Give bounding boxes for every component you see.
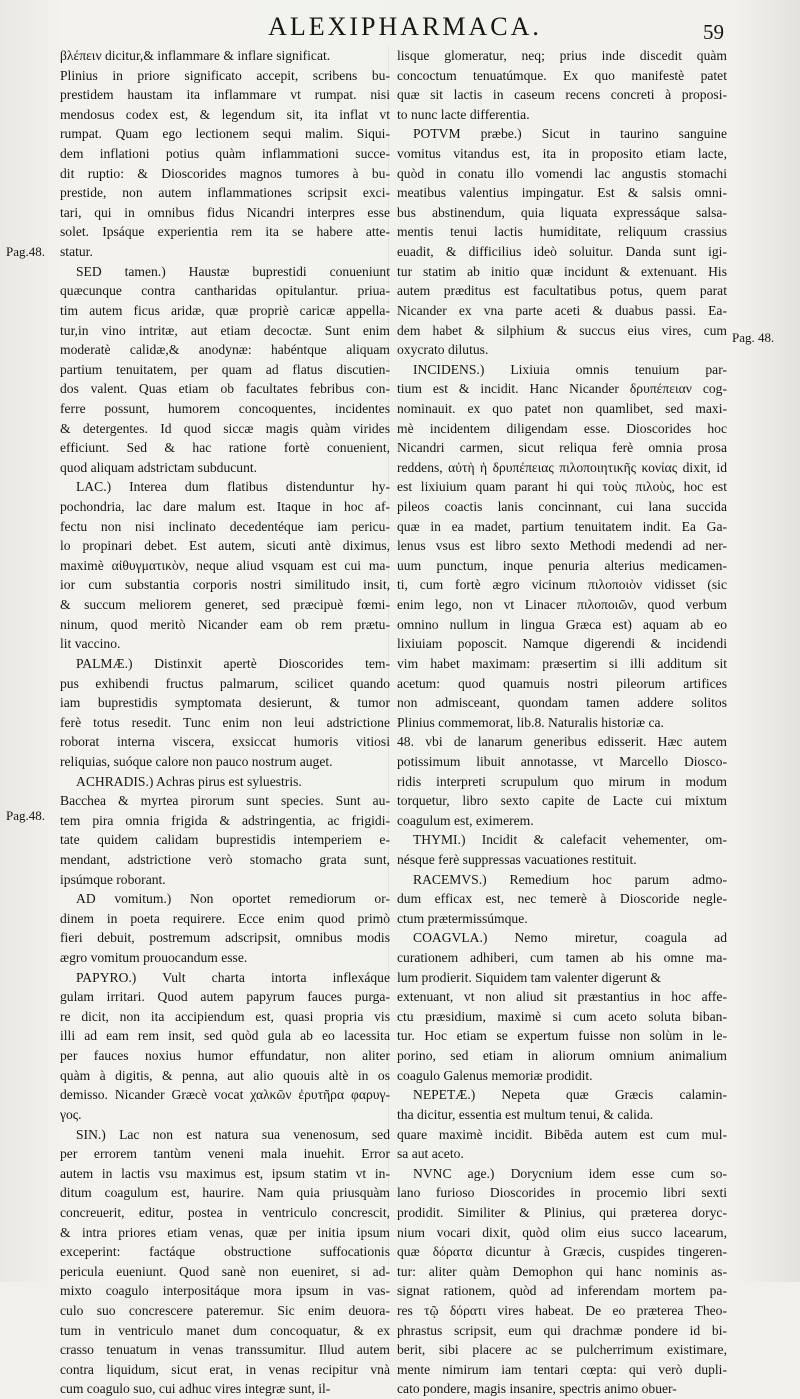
text-line: Nicandri carmen, sicut reliqua ferè omnia prosa bbox=[397, 440, 727, 456]
text-line: coagulum est, eximerem. bbox=[397, 812, 534, 828]
text-line: ctu præsidium, maximè si cum aceto soluta biban- bbox=[397, 1008, 727, 1024]
text-line: acetum: quod quamuis nostri pileorum artifices bbox=[397, 675, 727, 691]
text-line: quæcunque contra cantharidas opitulantur. priua- bbox=[60, 283, 390, 299]
text-line: mendant, adstrictione verò stomacho grata sunt, bbox=[60, 851, 390, 867]
text-line: omnino nullum in lingua Græca est) aquam ab eo bbox=[397, 616, 727, 632]
text-line: ninum, quod meritò Nicander eam ob rem prætu- bbox=[60, 616, 390, 632]
text-line: tate quidem calidam buprestidis intemperiem e- bbox=[60, 832, 390, 848]
text-line: prestidem haustam ita inflammare vt rumpat. nisi bbox=[60, 87, 390, 103]
text-line: torquetur, libro sexto capite de Lacte cui mixtum bbox=[397, 793, 727, 809]
text-line: enim lego, non vt Linacer πιλοποιῶν, quod verbum bbox=[397, 597, 727, 613]
text-line: tari, qui in omnibus fidus Nicandri interpres esse bbox=[60, 204, 390, 220]
text-line: COAGVLA.) Nemo miretur, coagula ad bbox=[413, 930, 727, 946]
text-line: mentis tenui lactis humiditate, reliquum crassius bbox=[397, 224, 727, 240]
text-line: lixiuiam poposcit. Namque digerendi & incidendi bbox=[397, 636, 727, 652]
text-line: PALMÆ.) Distinxit apertè Dioscorides tem- bbox=[76, 655, 390, 671]
text-line: tur statim ab initio quæ incidunt & extenuant. His bbox=[397, 263, 727, 279]
text-line: mente nimirum iam tentari cœpta: qui verò dupli- bbox=[397, 1361, 727, 1377]
text-line: RACEMVS.) Remedium hoc parum admo- bbox=[413, 871, 727, 887]
text-line: autem in lactis vsu maximus est, ipsum statim vt in- bbox=[60, 1165, 390, 1181]
text-line: & succum meliorem generet, sed præcipuè fœmi- bbox=[60, 597, 390, 613]
text-line: tur,in vino intritæ, aut etiam decoctæ. Sunt enim bbox=[60, 322, 390, 338]
text-line: rumpat. Quam ego lectionem sequi malim. Siqui- bbox=[60, 126, 390, 142]
text-line: lit vaccino. bbox=[60, 636, 121, 652]
text-line: PAPYRO.) Vult charta intorta inflexáque bbox=[76, 969, 390, 985]
text-line: NEPETÆ.) Nepeta quæ Græcis calamin- bbox=[413, 1087, 727, 1103]
text-line: pochondria, lac dare malum est. Itaque in hoc af- bbox=[60, 499, 390, 515]
text-line: autem præditus est facultatibus potus, quem parat bbox=[397, 283, 727, 299]
text-line: pericula eueniunt. Quod sanè non eueniret, si ad- bbox=[60, 1263, 390, 1279]
text-line: Nicander ex vna parte aceti & duabus passi. Ea- bbox=[397, 302, 727, 318]
text-line: roborat interna viscera, exsiccat humoris vitiosi bbox=[60, 734, 390, 750]
text-line: tur. Hoc etiam se expertum fuisse non solùm in le- bbox=[397, 1028, 727, 1044]
text-line: nium vocari dixit, quòd olim eius succo lacearum, bbox=[397, 1224, 727, 1240]
text-line: ferè totus resedit. Tunc enim non leui adstrictione bbox=[60, 714, 390, 730]
text-line: ior cum substantia corporis nostri similitudo insit, bbox=[60, 577, 390, 593]
text-line: dem inflationi potius quàm inflammationi succe- bbox=[60, 146, 390, 162]
text-line: porino, sed etiam in aliorum omnium animalium bbox=[397, 1048, 727, 1064]
text-line: & intra priores etiam venas, quæ per initia ipsum bbox=[60, 1224, 390, 1240]
text-line: tha dicitur, essentia est multum tenui, & calida. bbox=[397, 1106, 654, 1122]
text-line: meatibus valentius impingatur. Est & salsis omni- bbox=[397, 185, 727, 201]
text-line: contra liquidum, sicut erat, in venas recipitur vnà bbox=[60, 1361, 390, 1377]
text-line: partium tenuitatem, per quam ad flatus discutien- bbox=[60, 361, 390, 377]
text-line: uum punctum, inque penuria alterius medicamen- bbox=[397, 557, 727, 573]
text-line: cato pondere, magis insanire, spectris animo obuer- bbox=[397, 1381, 677, 1397]
text-line: moderatè calidæ,& anodynæ: habéntque aliquam bbox=[60, 342, 390, 358]
text-line: AD vomitum.) Non oportet remediorum or- bbox=[76, 891, 390, 907]
left-text-column bbox=[60, 46, 390, 1399]
text-line: nominauit. ex quo patet non quamlibet, sed maxi- bbox=[397, 400, 727, 416]
text-line: maximè αἰθυγματικὸν, neque aliud vsquam est cui ma- bbox=[60, 557, 390, 573]
text-line: ti, cum fortè ægro vicinum πιλοποιὸν vidisset (sic bbox=[397, 577, 727, 593]
text-line: solet. Ipsáque experientia rem ita se habere atte- bbox=[60, 224, 390, 240]
text-line: fectu non nisi inclinato decedentéque iam pericu- bbox=[60, 518, 390, 534]
text-line: oxycrato dilutus. bbox=[397, 342, 489, 358]
text-line: mixto coagulo interpositáque mora ipsum in vas- bbox=[60, 1283, 390, 1299]
text-line: dit ruptio: & Dioscorides magnos tumores à bu- bbox=[60, 165, 390, 181]
running-head: ALEXIPHARMACA. bbox=[268, 12, 542, 41]
text-line: mendosus codex est, & legendum sit, ita inflat vt bbox=[60, 106, 390, 122]
text-line: concoctum tenuatúmque. Ex quo manifestè patet bbox=[397, 67, 727, 83]
text-line: ditum coagulum est, haurire. Nam quia priusquàm bbox=[60, 1185, 390, 1201]
text-line: mè incidentem diligendam esse. Dioscorides hoc bbox=[397, 420, 727, 436]
text-line: extenuant, vt non aliud sit præstantius in hoc affe- bbox=[397, 989, 727, 1005]
text-line: est lixiuium quam parant hi qui τοὺς πιλοὺς, hoc est bbox=[397, 479, 727, 495]
text-line: SED tamen.) Haustæ buprestidi conueniunt bbox=[76, 263, 390, 279]
text-line: culo suo concrescere pateremur. Sic enim deuora- bbox=[60, 1303, 390, 1318]
text-line: bus abstinendum, quia liquata expressáque salsa- bbox=[397, 204, 727, 220]
text-line: tem pira omnia frigida & adstringentia, ac frigidi- bbox=[60, 812, 390, 828]
text-line: cum coagulo suo, cui adhuc vires integræ sunt, il- bbox=[60, 1381, 331, 1397]
text-line: per errorem tantùm veneni mala inuehit. Error bbox=[60, 1146, 390, 1162]
text-line: euadit, & difficilius ideò soluitur. Danda sunt igi- bbox=[397, 244, 727, 260]
text-line: to nunc lacte differentia. bbox=[397, 106, 530, 122]
margin-note: Pag. 48. bbox=[732, 330, 775, 345]
text-line: signat rationem, quòd ad inferendam mortem pa- bbox=[397, 1283, 727, 1299]
text-line: lano furioso Dioscorides in procemio libri sexti bbox=[397, 1185, 727, 1201]
text-line: tium est & incidit. Hanc Nicander δρυπέπειαν cog- bbox=[397, 381, 727, 397]
text-line: lo propinari debet. Est autem, sicuti antè diximus, bbox=[60, 538, 390, 554]
text-line: exceperint: factáque obstructione suffocationis bbox=[60, 1244, 390, 1260]
text-line: tum in ventriculo manet dum concoquatur, & ex bbox=[60, 1322, 390, 1338]
text-line: Plinius commemorat, lib.8. Naturalis historiæ ca. bbox=[397, 714, 664, 730]
text-line: lisque glomeratur, neq; prius inde discedit quàm bbox=[397, 48, 727, 63]
text-line: concreuerit, editur, postea in ventriculo concrescit, bbox=[60, 1204, 390, 1220]
text-line: crasso tenuatum in venas transsumitur. Illud autem bbox=[60, 1342, 390, 1358]
text-line: ctum prætermissúmque. bbox=[397, 910, 528, 926]
text-line: quòd in conatu illo vomendi lac angustis stomachi bbox=[397, 165, 727, 181]
text-line: POTVM præbe.) Sicut in taurino sanguine bbox=[413, 126, 727, 142]
text-line: INCIDENS.) Lixiuia omnis tenuium par- bbox=[413, 361, 727, 377]
text-line: dum efficax est, nec temerè à Dioscoride negle- bbox=[397, 891, 727, 907]
text-line: non admisceant, quondam tamen addere solitos bbox=[397, 695, 727, 711]
right-text-column bbox=[397, 46, 727, 1399]
text-line: curationem adhiberi, cum tamen ab his omne ma- bbox=[397, 950, 727, 966]
text-line: THYMI.) Incidit & calefacit vehementer, om- bbox=[413, 832, 727, 848]
text-line: quàm à digitis, & penna, aut alio quouis altè in os bbox=[60, 1067, 390, 1083]
text-line: ipsúmque roborant. bbox=[60, 871, 166, 887]
text-line: ægro vomitum prouocandum esse. bbox=[60, 950, 248, 966]
text-line: re dicit, non ita accipiendum est, quasi propria vis bbox=[60, 1008, 390, 1024]
text-line: prodidit. Similiter & Plinius, qui præterea doryc- bbox=[397, 1204, 727, 1220]
text-line: sa aut aceto. bbox=[397, 1146, 464, 1162]
text-line: lenus vsus est libro sexto Methodi medendi ad ner- bbox=[397, 538, 727, 554]
text-line: quæ in ea madet, partium tenuitatem indit. Ea Ga- bbox=[397, 518, 727, 534]
text-line: lum prodierit. Siquidem tam valenter digerunt & bbox=[397, 969, 661, 985]
text-line: dos valent. Quas etiam ob facultates febribus con- bbox=[60, 381, 390, 397]
text-line: βλέπειν dicitur,& inflammare & inflare significat. bbox=[60, 48, 331, 63]
text-line: illi ad eam rem insit, sed quòd gula ab eo lacessita bbox=[60, 1028, 390, 1044]
text-line: ferre possunt, humorem concoquentes, incidentes bbox=[60, 400, 390, 416]
page-number: 59 bbox=[703, 20, 724, 44]
text-line: NVNC age.) Dorycnium idem esse cum so- bbox=[413, 1165, 727, 1181]
text-line: fieri debuit, postremum adscripsit, omnibus modis bbox=[60, 930, 390, 946]
text-line: LAC.) Interea dum flatibus distenduntur hy- bbox=[76, 479, 390, 495]
text-line: dinem in poeta requirere. Ecce enim quod primò bbox=[60, 910, 390, 926]
text-line: pileos coactis lanis concinnant, cui lana succida bbox=[397, 499, 727, 515]
text-line: berit, sibi placere ac se pulcherrimum existimare, bbox=[397, 1342, 727, 1358]
text-line: pus exhibendi fructus palmarum, scilicet quando bbox=[60, 675, 390, 691]
text-line: quæ δόρατα dicuntur à Græcis, cuspides tingeren- bbox=[397, 1244, 727, 1260]
text-line: 48. vbi de lanarum generibus edisserit. Hæc autem bbox=[397, 734, 727, 750]
text-line: potissimum libuit annotasse, vt Marcello Diosco- bbox=[397, 753, 727, 769]
text-line: iam buprestidis symptomata desierunt, & tumor bbox=[60, 695, 390, 711]
text-line: γος. bbox=[60, 1106, 82, 1122]
text-line: dem habet & silphium & succus eius vires, cum bbox=[397, 322, 727, 338]
text-line: phrastus scripsit, eum qui drachmæ pondere id bi- bbox=[397, 1322, 727, 1338]
text-line: reliquias, suóque calore non pauco nostrum auget. bbox=[60, 753, 333, 769]
text-line: coagulo Galenus memoriæ prodidit. bbox=[397, 1067, 593, 1083]
text-line: res τῷ δόρατι vires habeat. De eo præterea Theo- bbox=[397, 1303, 727, 1318]
text-line: quod aliquam adstrictam subducunt. bbox=[60, 459, 258, 475]
text-line: efficiunt. Sed & hac ratione fortè conuenient, bbox=[60, 440, 390, 456]
text-line: demisso. Nicander Græcè vocat χαλκῶν ἐρυτῆρα φαρυγ- bbox=[60, 1087, 390, 1103]
text-line: & detergentes. Id quod siccæ magis quàm virides bbox=[60, 420, 390, 436]
margin-note: Pag.48. bbox=[6, 808, 45, 823]
text-line: ridis interpreti scrupulum quo mirum in modum bbox=[397, 773, 727, 789]
text-line: SIN.) Lac non est natura sua venenosum, sed bbox=[76, 1126, 390, 1142]
text-line: quare maximè incidit. Bibēda autem est cum mul- bbox=[397, 1126, 727, 1142]
text-line: vim habet maximam: præsertim si illi additum sit bbox=[397, 655, 727, 671]
margin-note: Pag.48. bbox=[6, 244, 45, 259]
text-line: ACHRADIS.) Achras pirus est syluestris. bbox=[76, 773, 302, 789]
text-line: prestide, non autem inflammationes scripsit exci- bbox=[60, 185, 390, 201]
text-line: Plinius in priore significato accepit, scribens bu- bbox=[60, 67, 390, 83]
text-line: gulam irritari. Quod autem papyrum fauces purga- bbox=[60, 989, 390, 1005]
text-line: per fauces noxius humor effundatur, non aliter bbox=[60, 1048, 390, 1064]
text-line: tim autem ficus aridæ, quæ propriè caricæ appella- bbox=[60, 302, 390, 318]
text-line: reddens, αὐτὴ ἡ δρυπέπειας πιλοποιητικῆς κονίας dixit, id bbox=[397, 459, 727, 475]
text-line: tur: aliter quàm Demophon qui hanc nominis as- bbox=[397, 1263, 727, 1279]
text-line: statur. bbox=[60, 244, 93, 260]
text-line: Bacchea & myrtea pirorum sunt species. Sunt au- bbox=[60, 793, 390, 809]
text-line: nésque ferè suppressas vacuationes restituit. bbox=[397, 851, 637, 867]
text-line: quæ sit lactis in caseum recens concreti à proposi- bbox=[397, 87, 727, 103]
text-line: vomitus vitandus est, ita in proposito etiam lacte, bbox=[397, 146, 727, 162]
